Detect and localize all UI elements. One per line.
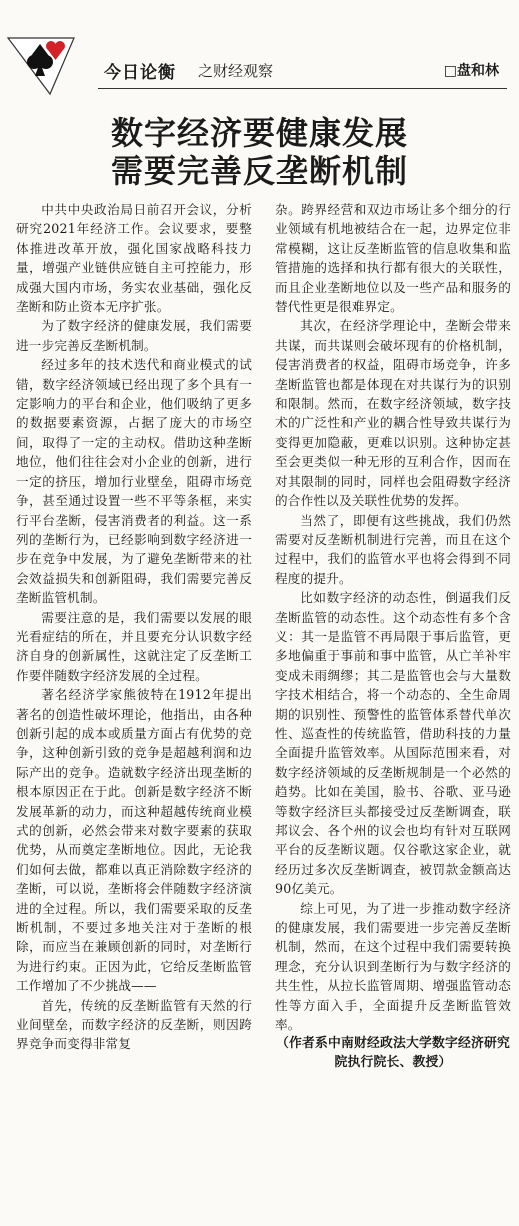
paragraph: 综上可见，为了进一步推动数字经济的健康发展，我们需要进一步完善反垄断机制，然而，在这个过程中我们需要转换理念，充分认识到垄断行为与数字经济的共生性，从拉长监管周期、增强监管动态性等方面入手，全面提升反垄断监管效率。 [275, 900, 511, 1033]
paragraph: 当然了，即便有这些挑战，我们仍然需要对反垄断机制进行完善，而且在这个过程中，我们的监管水平也将会得到不同程度的提升。 [275, 512, 511, 586]
paragraph: 首先，传统的反垄断监管有天然的行业间壁垒，而数字经济的反垄断，则因跨界竞争而变得非常复 [16, 997, 252, 1052]
headline-line-2: 需要完善反垄断机制 [110, 152, 408, 190]
column-name: 今日论衡 [104, 63, 176, 83]
author-byline: （作者系中南财经政法大学数字经济研究院执行院长、教授） [276, 1036, 510, 1071]
paragraph: 其次，在经济学理论中，垄断会带来共谋，而共谋则会破坏现有的价格机制，侵害消费者的权益，阻碍市场竞争，许多垄断监管也都是体现在对共谋行为的识别和限制。然而，在数字经济领域，数字技术的广泛性和产业的耦合性导致共谋行为变得更加隐蔽，更难以识别。这种协定甚至会更类似一种无形的互利合作，因而在对其限制的同时，同样也会阻碍数字经济的合作性以及关联性优势的发挥。 [275, 318, 511, 509]
paragraph: 需要注意的是，我们需要以发展的眼光看症结的所在，并且要充分认识数字经济自身的创新属性，这就注定了反垄断工作要伴随数字经济发展的全过程。 [16, 609, 252, 683]
column-logo [6, 36, 106, 96]
paragraph: 比如数字经济的动态性，倒逼我们反垄断监管的动态性。这个动态性有多个含义：其一是监管不再局限于事后监管，更多地偏重于事前和事中监管，从亡羊补牢变成未雨绸缪；其二是监管也会与大量数字技术相结合，将一个动态的、全生命周期的识别性、预警性的监管体系替代单次性、巡查性的传统监管，借助科技的力量全面提升监管效率。从国际范围来看，对数字经济领域的反垄断规制是一个必然的趋势。比如在美国，脸书、谷歌、亚马逊等数字经济巨头都接受过反垄断调查，联邦议会、各个州的议会也均有针对互联网平台的反垄断议题。仅谷歌这家企业，就经历过多次反垄断调查，被罚款金额高达90亿美元。 [275, 590, 511, 897]
header-divider [98, 88, 507, 89]
author: □盘和林 [443, 63, 499, 79]
article-column-right [275, 200, 511, 1072]
paragraph-continued: 杂。跨界经营和双边市场让多个细分的行业领域有机地被结合在一起，边界定位非常模糊，这让反垄断监管的信息收集和监管措施的选择和执行都有很大的关联性，而且企业垄断地位以及一些产品和服务的替代性更是很难界定。 [275, 202, 511, 315]
paragraph: 经过多年的技术迭代和商业模式的试错，数字经济领域已经出现了多个具有一定影响力的平台和企业，他们吸纳了更多的数据要素资源，占据了庞大的市场空间，取得了一定的主动权。借助这种垄断地位，他们往往会对小企业的创新，进行一定的挤压，增加行业壁垒，阻碍市场竞争，甚至通过设置一些不平等条框，来实行平台垄断，侵害消费者的利益。这一系列的垄断行为，已经影响到数字经济进一步在竞争中发展，为了避免垄断带来的社会效益损失和创新阻碍，我们需要完善反垄断监管机制。 [16, 357, 252, 606]
paragraph: 为了数字经济的健康发展，我们需要进一步完善反垄断机制。 [16, 318, 252, 353]
paragraph: 著名经济学家熊彼特在1912年提出著名的创造性破坏理论，他指出，由各种创新引起的成本或质量方面占有优势的竞争，这种创新引致的竞争是超越利润和边际产出的竞争。造就数字经济出现垄断的根本原因正在于此。创新是数字经济不断发展革新的动力，而这种超越传统商业模式的创新，必然会带来对数字要素的获取优势，从而奠定垄断地位。因此，无论我们如何去做，都难以真正消除数字经济的垄断，可以说，垄断将会伴随数字经济演进的全过程。所以，我们需要采取的反垄断机制，不要过多地关注对于垄断的根除，而应当在兼顾创新的同时，对垄断行为进行约束。正因为此，它给反垄断监管工作增加了不少挑战—— [16, 687, 252, 994]
paragraph: 中共中央政治局日前召开会议，分析研究2021年经济工作。会议要求，要整体推进改革开放，强化国家战略科技力量，增强产业链供应链自主可控能力，形成强大国内市场，务实农业基础，强化反垄断和防止资本无序扩张。 [16, 202, 252, 315]
article-column-left [16, 200, 252, 1054]
column-subtitle: 之财经观察 [198, 62, 274, 80]
headline-line-1: 数字经济要健康发展 [110, 114, 408, 152]
